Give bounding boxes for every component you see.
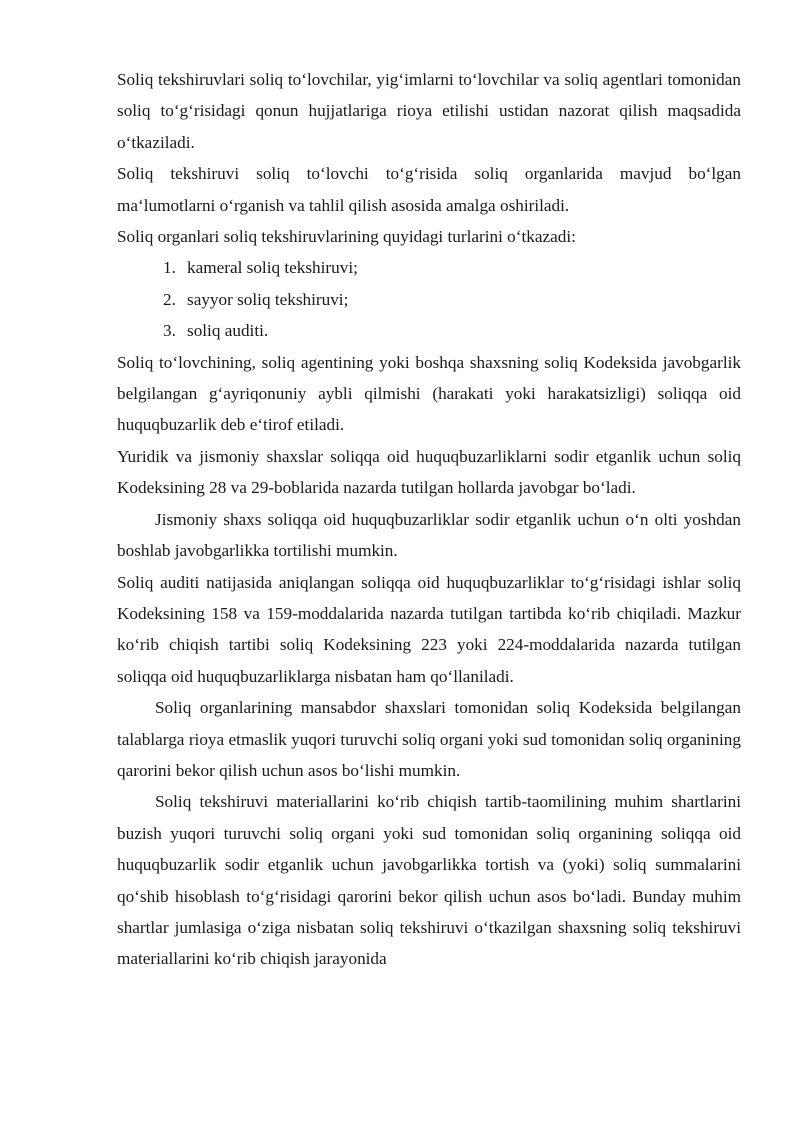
document-page bbox=[117, 64, 741, 975]
paragraph-8: Soliq organlarining mansabdor shaxslari tomonidan soliq Kodeksida belgilangan talablarga rioya etmaslik yuqori turuvchi soliq organi yoki sud tomonidan soliq organining qarorini bekor qilish uchun asos bo‘lishi mumkin. bbox=[117, 698, 741, 780]
list-item-text: soliq auditi. bbox=[187, 321, 269, 341]
paragraph-2: Soliq tekshiruvi soliq to‘lovchi to‘g‘risida soliq organlarida mavjud bo‘lgan ma‘lumotlarni o‘rganish va tahlil qilish asosida amalga oshiriladi. bbox=[117, 164, 741, 215]
list-item bbox=[163, 315, 741, 346]
list-item-text: sayyor soliq tekshiruvi; bbox=[187, 289, 349, 309]
paragraph-7: Soliq auditi natijasida aniqlangan soliqqa oid huquqbuzarliklar to‘g‘risidagi ishlar soliq Kodeksining 158 va 159-moddalarida nazarda tutilgan tartibda ko‘rib chiqiladi. Mazkur ko‘rib chiqish tartibi soliq Kodeksining 223 yoki 224-moddalarida nazarda tutilgan soliqqa oid huquqbuzarliklarga nisbatan ham qo‘llaniladi. bbox=[117, 572, 741, 686]
list-item-number: 1. bbox=[163, 258, 176, 278]
inspection-types-list bbox=[117, 252, 741, 346]
list-item-number: 3. bbox=[163, 321, 176, 341]
list-item-text: kameral soliq tekshiruvi; bbox=[187, 258, 358, 278]
paragraph-5: Yuridik va jismoniy shaxslar soliqqa oid huquqbuzarliklarni sodir etganlik uchun soliq Kodeksining 28 va 29-boblarida nazarda tutilgan hollarda javobgar bo‘ladi. bbox=[117, 446, 741, 498]
list-item bbox=[163, 284, 741, 315]
paragraph-6: Jismoniy shaxs soliqqa oid huquqbuzarliklar sodir etganlik uchun o‘n olti yoshdan boshlab javobgarlikka tortilishi mumkin. bbox=[117, 509, 741, 561]
paragraph-3: Soliq organlari soliq tekshiruvlarining quyidagi turlarini o‘tkazadi: bbox=[117, 227, 576, 247]
list-item-number: 2. bbox=[163, 289, 176, 309]
paragraph-4: Soliq to‘lovchining, soliq agentining yoki boshqa shaxsning soliq Kodeksida javobgarlik belgilangan g‘ayriqonuniy aybli qilmishi (harakati yoki harakatsizligi) soliqqa oid huquqbuzarlik deb e‘tirof etiladi. bbox=[117, 352, 741, 435]
paragraph-9: Soliq tekshiruvi materiallarini ko‘rib chiqish tartib-taomilining muhim shartlarini buzish yuqori turuvchi soliq organi yoki sud tomonidan soliq organining soliqqa oid huquqbuzarlik sodir etganlik uchun javobgarlikka tortish va (yoki) soliq summalarini qo‘shib hisoblash to‘g‘risidagi qarorini bekor qilish uchun asos bo‘ladi. Bunday muhim shartlar jumlasiga o‘ziga nisbatan soliq tekshiruvi o‘tkazilgan shaxsning soliq tekshiruvi materiallarini ko‘rib chiqish jarayonida bbox=[117, 792, 741, 969]
list-item bbox=[163, 252, 741, 283]
paragraph-1: Soliq tekshiruvlari soliq to‘lovchilar, yig‘imlarni to‘lovchilar va soliq agentlari tomonidan soliq to‘g‘risidagi qonun hujjatlariga rioya etilishi ustidan nazorat qilish maqsadida o‘tkaziladi. bbox=[117, 70, 741, 152]
